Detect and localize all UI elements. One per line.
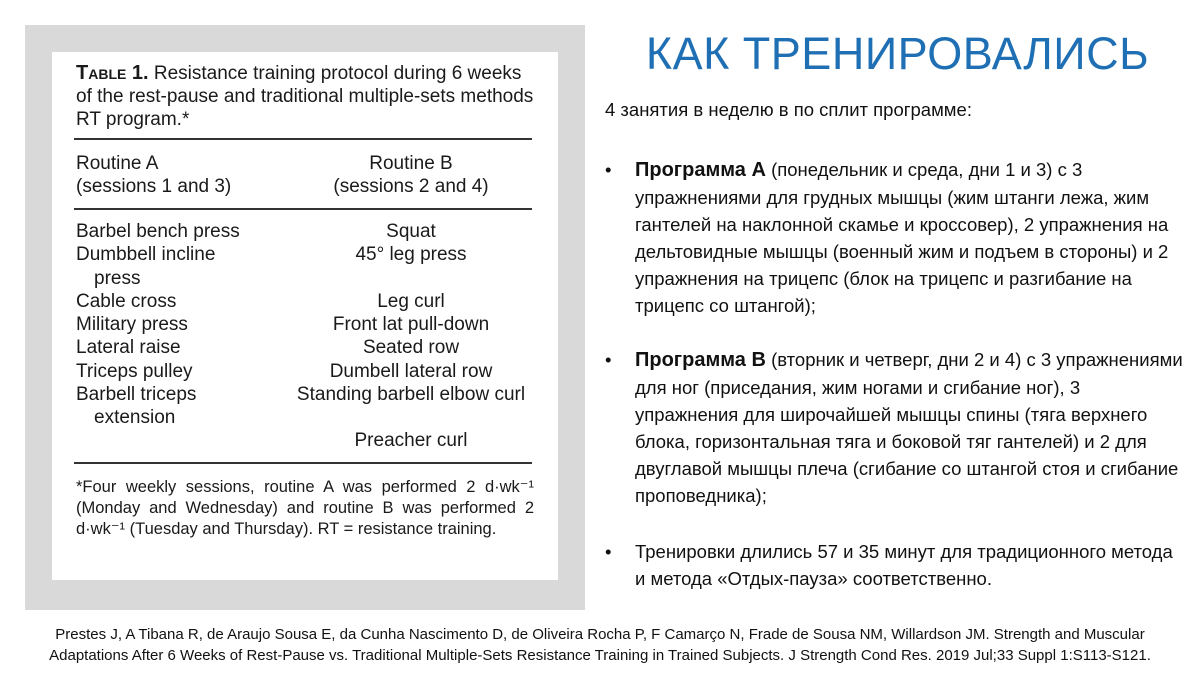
bullet-text bbox=[635, 346, 1185, 509]
routine-b-item: Dumbell lateral row bbox=[329, 361, 493, 382]
routine-a-item: Triceps pulley bbox=[76, 361, 193, 382]
header-routine-a bbox=[76, 152, 286, 198]
bullet-text bbox=[635, 538, 1185, 592]
bullet-text bbox=[635, 156, 1185, 319]
bullet-program-a bbox=[605, 156, 1185, 319]
routine-a-item: Cable cross bbox=[76, 291, 177, 312]
intro-text: 4 занятия в неделю в по сплит программе: bbox=[605, 99, 972, 120]
bullet-program-b bbox=[605, 346, 1185, 509]
routine-a-item: Military press bbox=[76, 314, 188, 335]
routine-b-item: 45° leg press bbox=[355, 244, 467, 265]
table-footnote: *Four weekly sessions, routine A was performed 2 d·wk⁻¹ (Monday and Wednesday) and routine B was performed 2 d·wk⁻¹ (Tuesday and Thursday). RT = resistance training. bbox=[76, 478, 534, 538]
routine-a-item: Lateral raise bbox=[76, 337, 181, 358]
citation-line: Adaptations After 6 Weeks of Rest-Pause vs. Traditional Multiple-Sets Resistance Training in Trained Subjects. J Strength Cond Res. 2019 Jul;33 Suppl 1:S113-S121. bbox=[49, 647, 1151, 664]
header-routine-b bbox=[282, 152, 540, 198]
routine-a-item: Dumbbell incline bbox=[76, 244, 216, 265]
routine-b-item: Leg curl bbox=[377, 291, 445, 312]
header-routine-a-title: Routine A bbox=[76, 153, 159, 174]
header-routine-b-title: Routine B bbox=[369, 153, 453, 174]
routine-a-item: Barbel bench press bbox=[76, 221, 240, 242]
routine-b-item: Squat bbox=[386, 221, 436, 242]
bullet-body: (вторник и четверг, дни 2 и 4) с 3 упражнениями для ног (приседания, жим ногами и сгибание ног), 3 упражнения для широчайшей мышцы спины (тяга верхнего блока, горизонтальная тяга и боковой тяг гантелей) и 2 для двуглавой мышцы плеча (сгибание со штангой стоя и сгибание проповедника); bbox=[635, 349, 1183, 506]
bullet-duration bbox=[605, 538, 1185, 592]
bullet-heading: Программа В bbox=[635, 349, 766, 371]
routine-b-item: Front lat pull-down bbox=[332, 314, 490, 335]
training-protocol-table bbox=[52, 52, 558, 580]
bullet-dot: • bbox=[605, 349, 612, 370]
table-header-rule bbox=[74, 208, 532, 210]
routine-b-item: Preacher curl bbox=[354, 430, 468, 451]
table-bottom-rule bbox=[74, 462, 532, 464]
bullet-heading: Программа А bbox=[635, 159, 766, 181]
bullet-body: Тренировки длились 57 и 35 минут для традиционного метода и метода «Отдых-пауза» соответственно. bbox=[635, 541, 1173, 589]
table-top-rule bbox=[74, 138, 532, 140]
slide-title: КАК ТРЕНИРОВАЛИСЬ bbox=[645, 28, 1150, 79]
routine-a-item: Barbell triceps bbox=[76, 384, 197, 405]
header-routine-b-sessions: (sessions 2 and 4) bbox=[333, 176, 489, 197]
routine-b-item: Seated row bbox=[362, 337, 460, 358]
table-caption bbox=[76, 62, 536, 131]
table-caption-text: Resistance training protocol during 6 weeks of the rest-pause and traditional multiple-sets methods RT program.* bbox=[76, 63, 534, 130]
bullet-body: (понедельник и среда, дни 1 и 3) с 3 упражнениями для грудных мышцы (жим штанги лежа, жим гантелей на наклонной скамье и кроссовер), 2 упражнения на дельтовидные мышцы (военный жим и подъем в стороны) и 2 упражнения на трицепс (блок на трицепс и разгибание на трицепс со штангой); bbox=[635, 159, 1169, 316]
table-label: Table 1. bbox=[76, 62, 149, 84]
routine-a-item: extension bbox=[94, 407, 176, 428]
citation-line: Prestes J, A Tibana R, de Araujo Sousa E, da Cunha Nascimento D, de Oliveira Rocha P, F Camarço N, Frade de Sousa NM, Willardson JM. Strength and Muscular bbox=[55, 626, 1145, 643]
routine-b-item: Standing barbell elbow curl bbox=[296, 384, 526, 405]
routine-a-item: press bbox=[94, 268, 141, 289]
header-routine-a-sessions: (sessions 1 and 3) bbox=[76, 176, 232, 197]
citation bbox=[10, 624, 1190, 666]
bullet-dot: • bbox=[605, 159, 612, 180]
bullet-dot: • bbox=[605, 541, 612, 562]
table-image-frame bbox=[25, 25, 585, 610]
